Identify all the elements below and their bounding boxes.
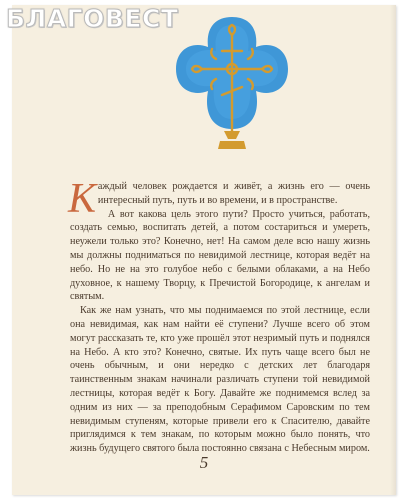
drop-cap: К	[68, 176, 96, 222]
paragraph: А вот какова цель этого пути? Просто учиться, работать, создать семью, воспитать детей, а потом состариться и умереть, неужели только это? Конечно, нет! На самом деле всю нашу жизнь мы должны подниматься по невидимой лестнице, которая ведёт на небо. Но не на это голубое небо с белыми облаками, а на Небо духовное, к нашему Творцу, к Пречистой Богородице, к ангелам и святым.	[70, 208, 370, 303]
page-number: 5	[199, 453, 209, 472]
orthodox-cross-emblem-icon	[172, 13, 292, 157]
paragraph: Как же нам узнать, что мы поднимаемся по этой лестнице, если она невидимая, как нам найти её ступени? Лучше всего об этом могут рассказать те, кто уже прошёл этот незримый путь и поднялся на Небо. А кто это? Конечно, святые. Их путь чаще всего был не очень обычным, и они нередко с детских лет благодаря таинственным знакам начинали различать ступени той невидимой лестницы, которая ведёт к Богу. Давайте же поднимемся вслед за одним из них — за преподобным Серафимом Саровским по тем невидимым ступеням, которые привели его к Спасителю, давайте приглядимся к тем знакам, по которым можно было понять, что жизнь будущего святого была постоянно связана с Небесным миром.	[70, 305, 370, 455]
paragraph: Каждый человек рождается и живёт, а жизнь его — очень интересный путь, путь и во времени, и в пространстве.	[68, 176, 370, 222]
body-text	[68, 176, 370, 456]
watermark-logo: БЛАГОВЕСТ	[6, 4, 179, 33]
book-page	[12, 5, 396, 495]
